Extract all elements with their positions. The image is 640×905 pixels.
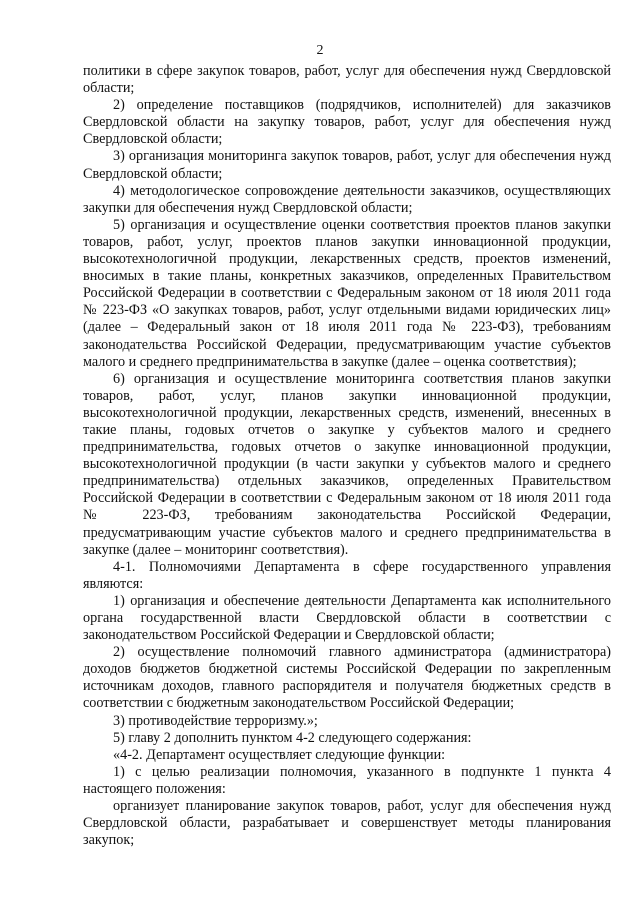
paragraph-section-4-2: «4-2. Департамент осуществляет следующие функции: — [113, 746, 446, 763]
paragraph-4-1-item-1: 1) организация и обеспечение деятельности Департамента как исполнительного органа государственной власти Свердловской области в соответствии с законодательством Российской Федерации и Свердловской области; — [83, 592, 611, 644]
paragraph-item-5: 5) организация и осуществление оценки соответствия проектов планов закупки товаров, работ, услуг, проектов планов закупки инновационной продукции, высокотехнологичной продукции, лекарственных средств, проектов изменений, вносимых в такие планы, конкретных заказчиков, определенных Правительством Российской Федерации в соответствии с Федеральным законом от 18 июля 2011 года № 223-ФЗ «О закупках товаров, работ, услуг отдельными видами юридических лиц» (далее – Федеральный закон от 18 июля 2011 года № 223-ФЗ), требованиям законодательства Российской Федерации, предусматривающим участие субъектов малого и среднего предпринимательства в закупке (далее – оценка соответствия); — [83, 216, 611, 370]
paragraph-continuation: политики в сфере закупок товаров, работ, услуг для обеспечения нужд Свердловской области; — [83, 63, 611, 97]
paragraph-section-4-1: 4-1. Полномочиями Департамента в сфере государственного управления являются: — [83, 558, 611, 592]
paragraph-item-6: 6) организация и осуществление мониторинга соответствия планов закупки товаров, работ, услуг, планов закупки инновационной продукции, высокотехнологичной продукции, лекарственных средств, изменений, внесенных в такие планы, годовых отчетов о закупке у субъектов малого и среднего предпринимательства, годовых отчетов о закупке инновационной продукции, высокотехнологичной продукции (в части закупки у субъектов малого и среднего предпринимательства) отдельных заказчиков, определенных Правительством Российской Федерации в соответствии с Федеральным законом от 18 июля 2011 года № 223-ФЗ, требованиям законодательства Российской Федерации, предусматривающим участие субъектов малого и среднего предпринимательства в закупке (далее – мониторинг соответствия). — [83, 370, 611, 558]
paragraph-4-2-item-1: 1) с целью реализации полномочия, указанного в подпункте 1 пункта 4 настоящего положения: — [83, 763, 611, 797]
page-number: 2 — [316, 43, 324, 58]
paragraph-amendment-5: 5) главу 2 дополнить пунктом 4-2 следующего содержания: — [113, 729, 472, 746]
paragraph-4-2-subitem: организует планирование закупок товаров, работ, услуг для обеспечения нужд Свердловской области, разрабатывает и совершенствует методы планирования закупок; — [83, 798, 611, 849]
paragraph-item-2: 2) определение поставщиков (подрядчиков, исполнителей) для заказчиков Свердловской области на закупку товаров, работ, услуг для обеспечения нужд Свердловской области; — [83, 97, 611, 148]
document-body — [83, 63, 611, 849]
paragraph-item-3: 3) организация мониторинга закупок товаров, работ, услуг для обеспечения нужд Свердловской области; — [83, 148, 611, 182]
paragraph-item-4: 4) методологическое сопровождение деятельности заказчиков, осуществляющих закупки для обеспечения нужд Свердловской области; — [83, 182, 611, 216]
paragraph-4-1-item-2: 2) осуществление полномочий главного администратора (администратора) доходов бюджетов бюджетной системы Российской Федерации по закрепленным источникам доходов, главного распорядителя и получателя бюджетных средств в соответствии с бюджетным законодательством Российской Федерации; — [83, 644, 611, 712]
paragraph-4-1-item-3: 3) противодействие терроризму.»; — [113, 712, 318, 729]
